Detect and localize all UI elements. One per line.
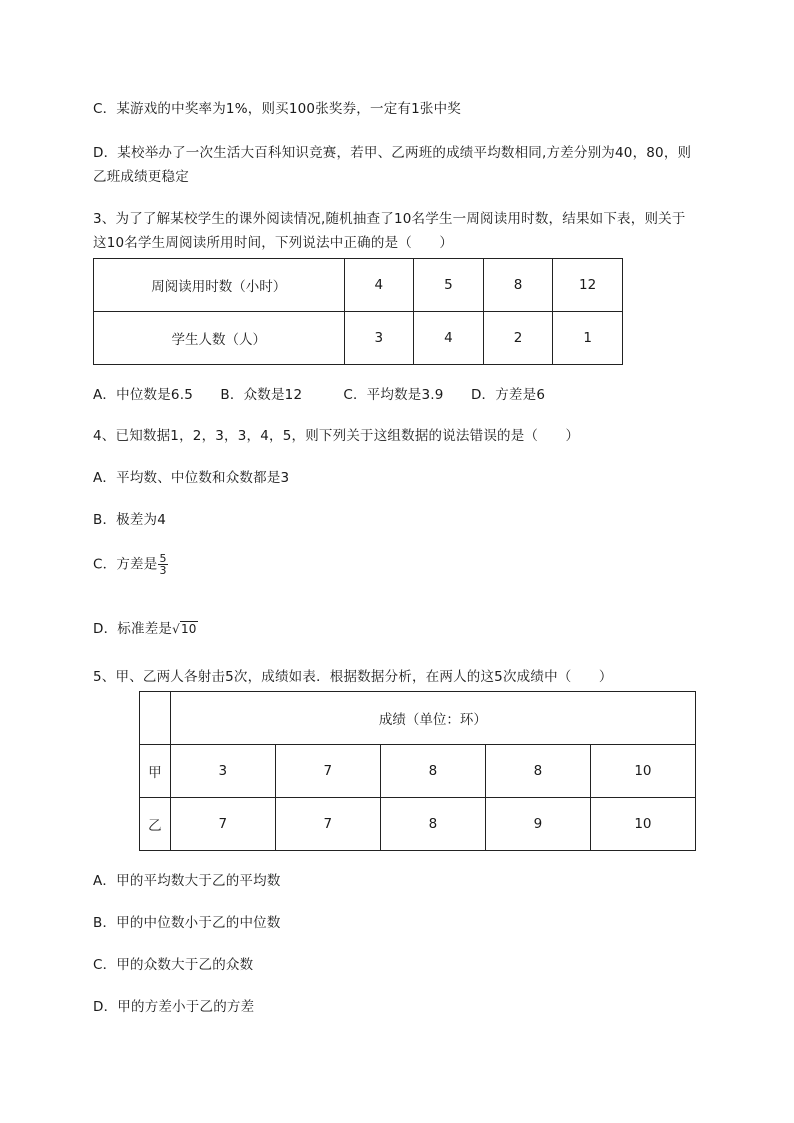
- row-label-yi: 乙: [140, 798, 171, 851]
- question-3-stem-line1: 3、为了了解某校学生的课外阅读情况,随机抽查了10名学生一周阅读用时数，结果如下表，则关于: [93, 211, 686, 227]
- table-cell: 3: [344, 312, 414, 365]
- table-cell: 8: [380, 798, 485, 851]
- table-cell: 12: [553, 259, 623, 312]
- table-row: [140, 798, 696, 851]
- table-cell-label: 学生人数（人）: [94, 312, 345, 365]
- question-5-option-a: A．甲的平均数大于乙的平均数: [93, 873, 281, 889]
- table-cell: 7: [275, 798, 380, 851]
- radicand: 10: [180, 622, 197, 636]
- option-d-previous-line2: 乙班成绩更稳定: [93, 169, 189, 185]
- square-root: [172, 619, 198, 639]
- question-3-options: A．中位数是6.5 B．众数是12 C．平均数是3.9 D．方差是6: [93, 387, 546, 403]
- table-row: [94, 312, 623, 365]
- table-cell: 9: [485, 798, 590, 851]
- question-4-option-a: A．平均数、中位数和众数都是3: [93, 470, 290, 486]
- reading-time-table: [93, 258, 623, 365]
- table-cell: 4: [414, 312, 484, 365]
- question-5-option-b: B．甲的中位数小于乙的中位数: [93, 915, 281, 931]
- option-c-label: C．方差是: [93, 556, 158, 573]
- row-label-jia: 甲: [140, 745, 171, 798]
- table-cell: 2: [483, 312, 553, 365]
- question-4-stem: 4、已知数据1，2，3，3，4，5，则下列关于这组数据的说法错误的是（ ）: [93, 428, 580, 444]
- question-4-option-b: B．极差为4: [93, 512, 167, 528]
- table-cell: 7: [275, 745, 380, 798]
- table-cell: 5: [414, 259, 484, 312]
- table-row: [94, 259, 623, 312]
- fraction: [158, 553, 167, 576]
- table-cell: 3: [170, 745, 275, 798]
- table-cell: 10: [590, 745, 695, 798]
- table-cell: 4: [344, 259, 414, 312]
- question-5-stem: 5、甲、乙两人各射击5次，成绩如表．根据数据分析，在两人的这5次成绩中（ ）: [93, 669, 613, 685]
- shooting-scores-table: [139, 691, 696, 851]
- option-c-previous: C．某游戏的中奖率为1%，则买100张奖券，一定有1张中奖: [93, 101, 461, 117]
- table-header: 成绩（单位：环）: [170, 692, 695, 745]
- table-cell: 7: [170, 798, 275, 851]
- question-4-option-d: [93, 619, 198, 639]
- table-cell-empty: [140, 692, 171, 745]
- option-d-label: D．标准差是: [93, 621, 173, 637]
- table-cell: 8: [483, 259, 553, 312]
- option-d-previous-line1: D．某校举办了一次生活大百科知识竞赛，若甲、乙两班的成绩平均数相同,方差分别为40，80，则: [93, 145, 692, 161]
- question-4-option-c: [93, 553, 168, 576]
- question-5-option-c: C．甲的众数大于乙的众数: [93, 957, 254, 973]
- table-cell: 8: [485, 745, 590, 798]
- table-cell: 10: [590, 798, 695, 851]
- question-5-option-d: D．甲的方差小于乙的方差: [93, 999, 255, 1015]
- fraction-numerator: 5: [159, 552, 167, 565]
- table-cell: 1: [553, 312, 623, 365]
- question-3-stem-line2: 这10名学生周阅读所用时间，下列说法中正确的是（ ）: [93, 235, 454, 251]
- table-row: [140, 692, 696, 745]
- table-row: [140, 745, 696, 798]
- table-cell: 8: [380, 745, 485, 798]
- fraction-denominator: 3: [159, 564, 167, 577]
- radical-sign: √: [172, 622, 180, 636]
- table-cell-label: 周阅读用时数（小时）: [94, 259, 345, 312]
